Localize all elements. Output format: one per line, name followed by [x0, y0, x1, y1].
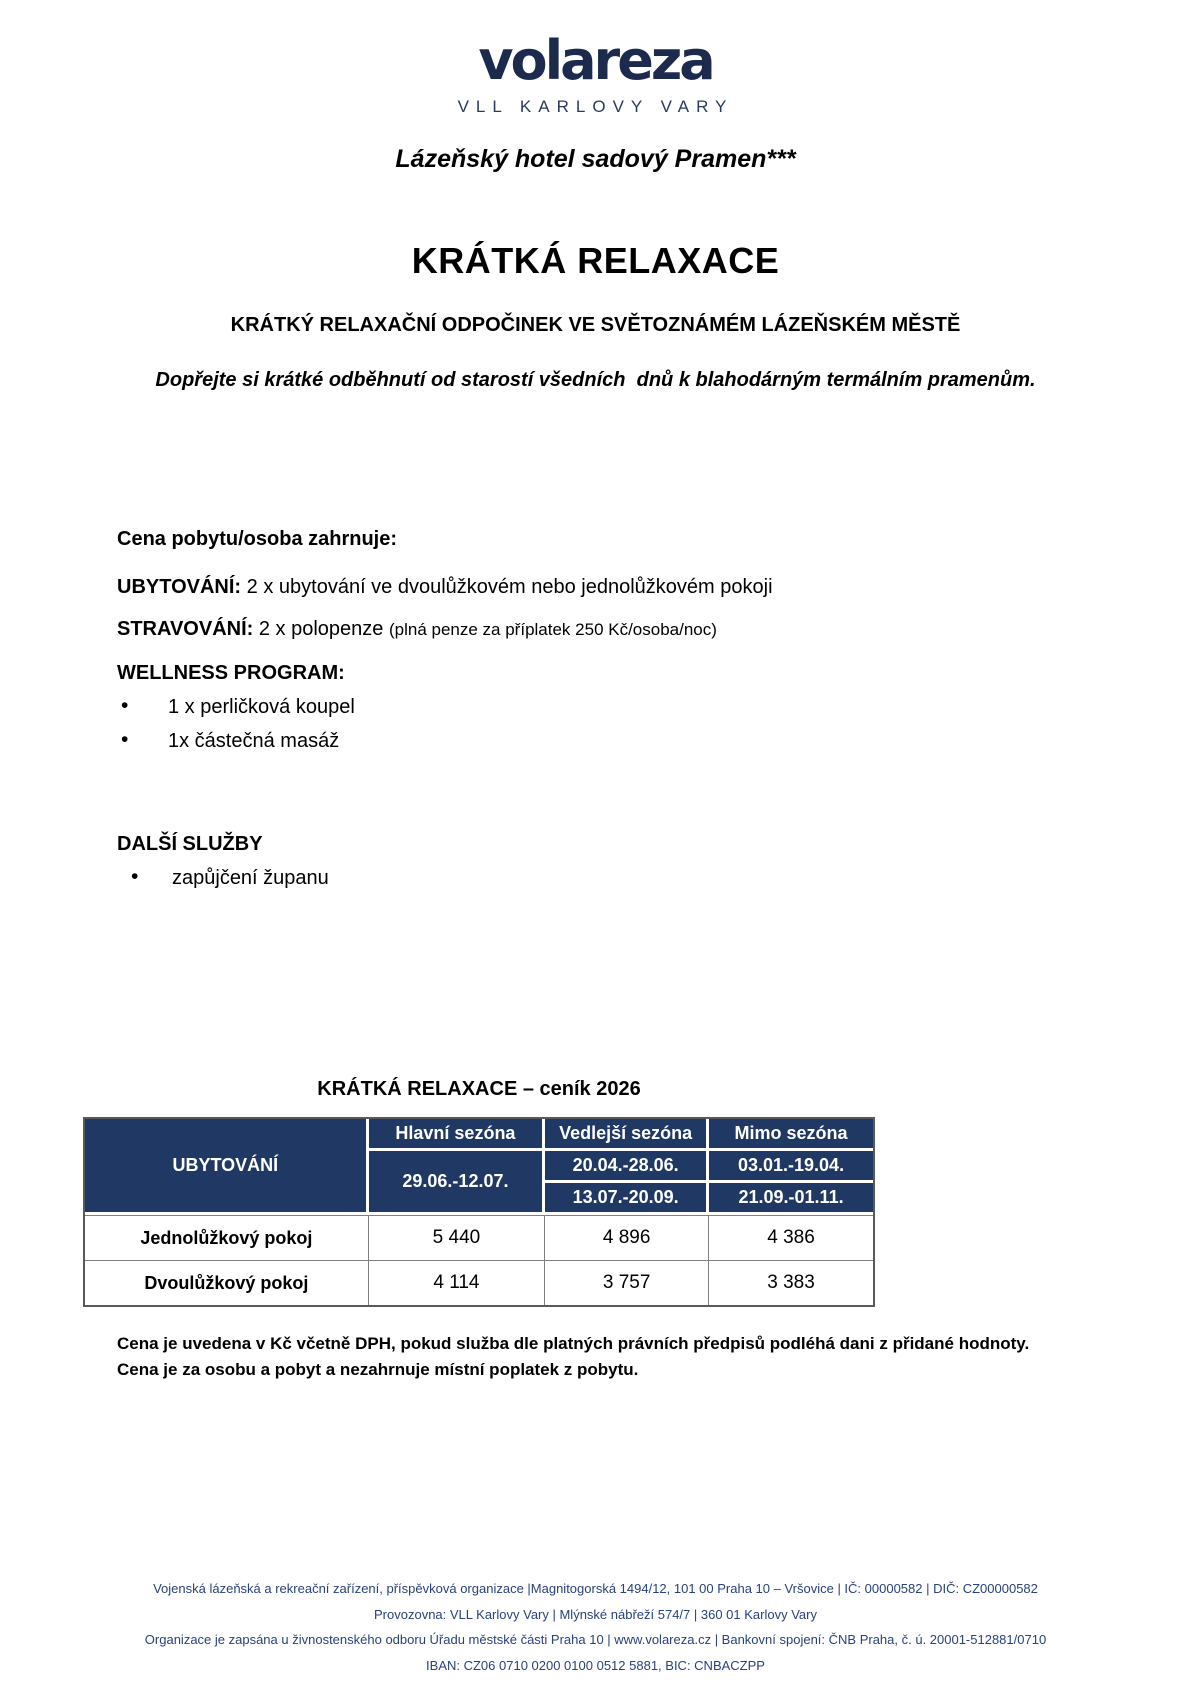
meals-line: [117, 618, 1074, 641]
bullet-icon: •: [131, 865, 139, 888]
includes-heading: Cena pobytu/osoba zahrnuje:: [117, 528, 398, 550]
services-list: [117, 867, 1074, 890]
logo-subtitle: VLL KARLOVY VARY: [457, 97, 734, 116]
package-tagline: Dopřejte si krátké odběhnutí od starostí všedních dnů k blahodárným termálním pramenům.: [155, 369, 1036, 391]
table-row: [85, 1215, 873, 1260]
list-item: [117, 730, 1074, 753]
meals-label: STRAVOVÁNÍ:: [117, 618, 254, 640]
list-item-label: zapůjčení županu: [172, 867, 329, 889]
table-header-dates-main: 29.06.-12.07.: [369, 1151, 546, 1215]
table-header-season-main: Hlavní sezóna: [369, 1119, 546, 1151]
price-table-title: KRÁTKÁ RELAXACE – ceník 2026: [317, 1078, 641, 1100]
table-header-ubytovani: UBYTOVÁNÍ: [85, 1119, 369, 1215]
wellness-heading: WELLNESS PROGRAM:: [117, 662, 345, 684]
table-cell-price: 3 383: [709, 1260, 873, 1305]
price-note: Cena je uvedena v Kč včetně DPH, pokud služba dle platných právních předpisů podléhá dani z přidané hodnoty.: [117, 1334, 1030, 1353]
table-header-season-secondary: Vedlejší sezóna: [545, 1119, 709, 1151]
package-subtitle: KRÁTKÝ RELAXAČNÍ ODPOČINEK VE SVĚTOZNÁMÉM LÁZEŇSKÉM MĚSTĚ: [230, 314, 961, 336]
list-item-label: 1x částečná masáž: [168, 730, 340, 752]
footer-line: Organizace je zapsána u živnostenského odboru Úřadu městské části Praha 10 | www.volareza.cz | Bankovní spojení: ČNB Praha, č. ú. 20001-512881/0710: [144, 1632, 1047, 1647]
wellness-list: [117, 696, 1074, 753]
table-header-season-off: Mimo sezóna: [709, 1119, 873, 1151]
content-area: [117, 528, 1074, 890]
table-cell-room: Jednolůžkový pokoj: [85, 1215, 369, 1260]
bullet-icon: •: [121, 694, 129, 717]
table-cell-price: 5 440: [369, 1215, 546, 1260]
footer-line: Provozovna: VLL Karlovy Vary | Mlýnské nábřeží 574/7 | 360 01 Karlovy Vary: [374, 1606, 817, 1622]
table-header-dates-off-1: 03.01.-19.04.: [709, 1151, 873, 1183]
accommodation-label: UBYTOVÁNÍ:: [117, 576, 242, 598]
logo-block: [0, 0, 1191, 117]
table-cell-price: 3 757: [545, 1260, 709, 1305]
bullet-icon: •: [121, 728, 129, 751]
table-cell-room: Dvoulůžkový pokoj: [85, 1260, 369, 1305]
hotel-title: Lázeňský hotel sadový Pramen***: [395, 145, 796, 173]
price-notes: [117, 1331, 1074, 1383]
list-item: [117, 696, 1074, 719]
footer-line: IBAN: CZ06 0710 0200 0100 0512 5881, BIC: CNBACZPP: [426, 1657, 765, 1673]
table-header-dates-secondary-2: 13.07.-20.09.: [545, 1183, 709, 1215]
meals-note: (plná penze za příplatek 250 Kč/osoba/noc): [388, 620, 717, 639]
package-title: KRÁTKÁ RELAXACE: [411, 240, 780, 281]
accommodation-line: [117, 576, 1074, 599]
price-table: [83, 1117, 875, 1307]
table-cell-price: 4 896: [545, 1215, 709, 1260]
table-cell-price: 4 386: [709, 1215, 873, 1260]
services-heading: DALŠÍ SLUŽBY: [117, 833, 263, 855]
list-item: [117, 867, 1074, 890]
footer-line: Vojenská lázeňská a rekreační zařízení, příspěvková organizace |Magnitogorská 1494/12, 101 00 Praha 10 – Vršovice | IČ: 00000582 | DIČ: CZ00000582: [153, 1581, 1038, 1596]
table-row: [85, 1260, 873, 1305]
page-footer: [0, 1576, 1191, 1678]
table-cell-price: 4 114: [369, 1260, 546, 1305]
list-item-label: 1 x perličková koupel: [168, 696, 355, 718]
table-header-dates-off-2: 21.09.-01.11.: [709, 1183, 873, 1215]
price-note: Cena je za osobu a pobyt a nezahrnuje místní poplatek z pobytu.: [117, 1360, 639, 1379]
meals-text: 2 x polopenze: [258, 618, 384, 640]
accommodation-text: 2 x ubytování ve dvoulůžkovém nebo jednolůžkovém pokoji: [246, 576, 773, 598]
volareza-logo: volareza: [478, 29, 713, 92]
table-header-dates-secondary-1: 20.04.-28.06.: [545, 1151, 709, 1183]
